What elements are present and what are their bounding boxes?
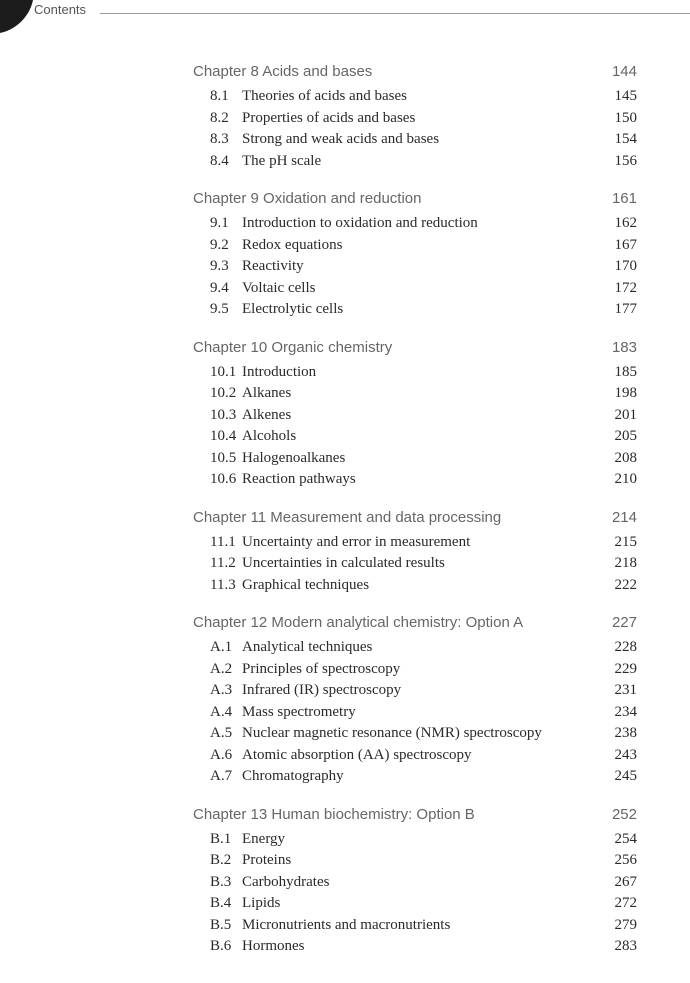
section-page: 154 — [614, 131, 637, 147]
section-title: Nuclear magnetic resonance (NMR) spectroscopy — [242, 725, 542, 741]
chapter-page: 183 — [611, 338, 637, 356]
chapter-title: Chapter 12 Modern analytical chemistry: Option A — [193, 614, 524, 631]
section-page: 243 — [614, 746, 637, 763]
section-page: 254 — [614, 830, 637, 847]
section-entry[interactable] — [193, 448, 637, 470]
chapter-page: 144 — [611, 63, 637, 80]
section-number: A.1 — [210, 639, 233, 655]
chapter-entry[interactable] — [193, 337, 637, 359]
section-title: Analytical techniques — [242, 639, 373, 655]
section-number: B.5 — [210, 916, 232, 933]
section-title: Proteins — [242, 852, 292, 868]
section-number: 11.1 — [210, 533, 236, 550]
section-entry[interactable] — [193, 659, 637, 681]
section-number: 8.3 — [210, 131, 229, 147]
chapter-block — [193, 612, 637, 788]
section-page: 228 — [614, 639, 637, 655]
section-entry[interactable] — [193, 702, 637, 724]
section-title: Lipids — [242, 895, 281, 911]
section-page: 218 — [614, 555, 637, 571]
section-entry[interactable] — [193, 299, 637, 321]
section-title: Energy — [242, 830, 286, 847]
section-entry[interactable] — [193, 680, 637, 702]
section-entry[interactable] — [193, 872, 637, 894]
section-title: Uncertainties in calculated results — [242, 555, 445, 571]
chapter-entry[interactable] — [193, 804, 637, 826]
section-title: The pH scale — [242, 152, 322, 169]
section-entry[interactable] — [193, 850, 637, 872]
section-entry[interactable] — [193, 151, 637, 173]
section-page: 156 — [614, 152, 637, 169]
section-number: 8.2 — [210, 109, 229, 126]
section-number: 10.6 — [210, 471, 237, 487]
section-page: 170 — [614, 258, 637, 274]
section-number: 11.3 — [210, 576, 236, 593]
section-title: Hormones — [242, 938, 305, 954]
section-entry[interactable] — [193, 213, 637, 235]
section-page: 229 — [614, 660, 637, 677]
section-number: 9.3 — [210, 258, 229, 274]
section-entry[interactable] — [193, 723, 637, 745]
section-page: 231 — [614, 682, 637, 698]
chapter-page: 161 — [611, 190, 637, 207]
section-number: 10.1 — [210, 363, 237, 380]
section-entry[interactable] — [193, 915, 637, 937]
section-page: 198 — [614, 385, 637, 401]
chapter-block — [193, 61, 637, 172]
section-title: Theories of acids and bases — [242, 88, 407, 104]
chapter-entry[interactable] — [193, 188, 637, 210]
chapter-title: Chapter 10 Organic chemistry — [193, 338, 393, 356]
section-entry[interactable] — [193, 469, 637, 491]
section-entry[interactable] — [193, 278, 637, 300]
section-title: Infrared (IR) spectroscopy — [242, 682, 402, 698]
section-entry[interactable] — [193, 893, 637, 915]
section-title: Alcohols — [242, 428, 297, 444]
section-page: 210 — [614, 471, 637, 487]
section-page: 215 — [614, 533, 637, 550]
section-title: Graphical techniques — [242, 576, 370, 593]
section-page: 272 — [614, 895, 637, 911]
section-number: A.4 — [210, 703, 233, 720]
corner-decoration — [0, 0, 34, 34]
section-page: 283 — [614, 938, 637, 954]
section-number: 10.3 — [210, 406, 237, 423]
chapter-block — [193, 188, 637, 321]
section-entry[interactable] — [193, 829, 637, 851]
chapter-entry[interactable] — [193, 612, 637, 634]
section-title: Reaction pathways — [242, 471, 356, 487]
section-entry[interactable] — [193, 235, 637, 257]
chapter-entry[interactable] — [193, 507, 637, 529]
section-page: 205 — [614, 428, 637, 444]
section-title: Mass spectrometry — [242, 703, 356, 720]
section-page: 238 — [614, 725, 637, 741]
section-number: B.1 — [210, 830, 232, 847]
section-entry[interactable] — [193, 256, 637, 278]
section-entry[interactable] — [193, 766, 637, 788]
section-entry[interactable] — [193, 86, 637, 108]
section-page: 279 — [614, 916, 637, 933]
section-title: Principles of spectroscopy — [242, 660, 401, 677]
section-page: 222 — [614, 576, 637, 593]
section-title: Micronutrients and macronutrients — [242, 916, 451, 933]
section-title: Electrolytic cells — [242, 301, 344, 317]
chapter-title: Chapter 8 Acids and bases — [193, 63, 373, 80]
header-rule — [100, 13, 690, 14]
chapter-block — [193, 337, 637, 491]
section-entry[interactable] — [193, 108, 637, 130]
section-title: Chromatography — [242, 768, 344, 784]
section-title: Voltaic cells — [242, 279, 316, 296]
section-title: Alkanes — [242, 385, 292, 401]
section-title: Introduction — [242, 363, 317, 380]
section-entry[interactable] — [193, 405, 637, 427]
section-number: B.6 — [210, 938, 232, 954]
section-number: A.2 — [210, 660, 233, 677]
section-title: Uncertainty and error in measurement — [242, 533, 471, 550]
chapter-page: 252 — [611, 805, 637, 823]
section-page: 172 — [614, 279, 637, 296]
section-number: B.3 — [210, 873, 232, 890]
section-number: 8.1 — [210, 88, 229, 104]
table-of-contents — [193, 61, 637, 974]
chapter-block — [193, 507, 637, 597]
section-page: 145 — [614, 88, 637, 104]
section-page: 234 — [614, 703, 637, 720]
section-number: A.6 — [210, 746, 233, 763]
section-page: 256 — [614, 852, 637, 868]
section-title: Strong and weak acids and bases — [242, 131, 440, 147]
section-entry[interactable] — [193, 362, 637, 384]
chapter-page: 227 — [611, 614, 637, 631]
section-number: 11.2 — [210, 555, 236, 571]
section-title: Properties of acids and bases — [242, 109, 416, 126]
section-number: A.3 — [210, 682, 233, 698]
section-number: A.7 — [210, 768, 233, 784]
section-number: 9.1 — [210, 215, 229, 231]
section-page: 245 — [614, 768, 637, 784]
section-title: Carbohydrates — [242, 873, 330, 890]
section-number: 9.2 — [210, 236, 229, 253]
section-page: 177 — [614, 301, 637, 317]
chapter-entry[interactable] — [193, 61, 637, 83]
section-entry[interactable] — [193, 637, 637, 659]
section-entry[interactable] — [193, 745, 637, 767]
chapter-title: Chapter 13 Human biochemistry: Option B — [193, 805, 475, 823]
section-number: B.4 — [210, 895, 232, 911]
section-number: 8.4 — [210, 152, 229, 169]
section-number: A.5 — [210, 725, 233, 741]
chapter-title: Chapter 9 Oxidation and reduction — [193, 190, 422, 207]
section-page: 208 — [614, 449, 637, 466]
section-title: Atomic absorption (AA) spectroscopy — [242, 746, 472, 763]
section-page: 201 — [614, 406, 637, 423]
section-page: 267 — [614, 873, 637, 890]
section-title: Alkenes — [242, 406, 292, 423]
section-number: 10.4 — [210, 428, 237, 444]
section-entry[interactable] — [193, 129, 637, 151]
section-entry[interactable] — [193, 575, 637, 597]
section-title: Halogenoalkanes — [242, 449, 346, 466]
section-entry[interactable] — [193, 553, 637, 575]
section-number: 9.4 — [210, 279, 229, 296]
section-entry[interactable] — [193, 532, 637, 554]
section-page: 150 — [614, 109, 637, 126]
section-entry[interactable] — [193, 426, 637, 448]
section-title: Redox equations — [242, 236, 343, 253]
section-title: Reactivity — [242, 258, 304, 274]
section-title: Introduction to oxidation and reduction — [242, 215, 478, 231]
section-number: 10.5 — [210, 449, 237, 466]
section-number: 9.5 — [210, 301, 229, 317]
section-entry[interactable] — [193, 936, 637, 958]
section-number: B.2 — [210, 852, 232, 868]
section-page: 162 — [614, 215, 637, 231]
chapter-title: Chapter 11 Measurement and data processing — [193, 508, 502, 526]
chapter-block — [193, 804, 637, 958]
section-page: 185 — [614, 363, 637, 380]
section-entry[interactable] — [193, 383, 637, 405]
section-number: 10.2 — [210, 385, 237, 401]
running-header: Contents — [34, 2, 87, 17]
chapter-page: 214 — [611, 508, 637, 526]
section-page: 167 — [614, 236, 637, 253]
